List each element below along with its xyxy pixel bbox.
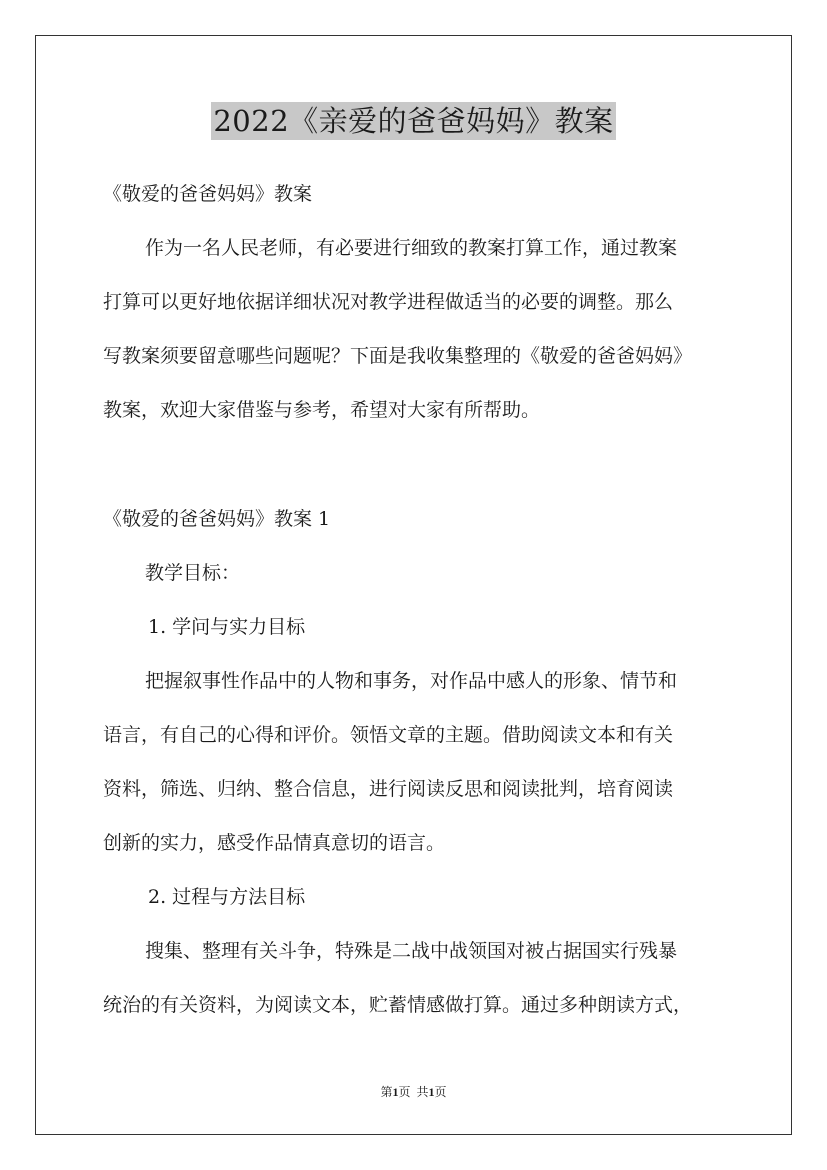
goal1-line: 把握叙事性作品中的人物和事务，对作品中感人的形象、情节和: [145, 670, 678, 692]
section-heading: 《敬爱的爸爸妈妈》教案 1: [103, 508, 331, 530]
footer-page-number: 1: [392, 1085, 399, 1099]
intro-line: 打算可以更好地依据详细状况对教学进程做适当的必要的调整。那么: [103, 291, 674, 313]
document-title: 2022《亲爱的爸爸妈妈》教案: [213, 104, 614, 138]
intro-line: 写教案须要留意哪些问题呢？下面是我收集整理的《敬爱的爸爸妈妈》: [103, 345, 693, 367]
footer-total-prefix: 共: [416, 1085, 429, 1099]
goal2-heading: 2. 过程与方法目标: [148, 886, 306, 908]
goal1-heading: 1. 学问与实力目标: [148, 616, 306, 638]
goal1-line: 创新的实力，感受作品情真意切的语言。: [103, 832, 446, 854]
intro-line: 教案，欢迎大家借鉴与参考，希望对大家有所帮助。: [103, 399, 541, 421]
title-wrap: [0, 102, 827, 140]
goal2-line: 统治的有关资料，为阅读文本，贮蓄情感做打算。通过多种朗读方式，: [103, 994, 693, 1016]
goal2-line: 搜集、整理有关斗争，特殊是二战中战领国对被占据国实行残暴: [145, 940, 678, 962]
footer-page-prefix: 第: [380, 1085, 393, 1099]
page-footer: [0, 1083, 827, 1100]
goals-label: 教学目标：: [145, 562, 241, 584]
goal1-line: 资料，筛选、归纳、整合信息，进行阅读反思和阅读批判，培育阅读: [103, 778, 674, 800]
intro-line: 作为一名人民老师，有必要进行细致的教案打算工作，通过教案: [145, 237, 678, 259]
footer-total-number: 1: [428, 1085, 435, 1099]
footer-page-suffix: 页: [398, 1085, 411, 1099]
document-subtitle: 《敬爱的爸爸妈妈》教案: [103, 183, 313, 205]
goal1-line: 语言，有自己的心得和评价。领悟文章的主题。借助阅读文本和有关: [103, 724, 674, 746]
footer-total-suffix: 页: [434, 1085, 447, 1099]
